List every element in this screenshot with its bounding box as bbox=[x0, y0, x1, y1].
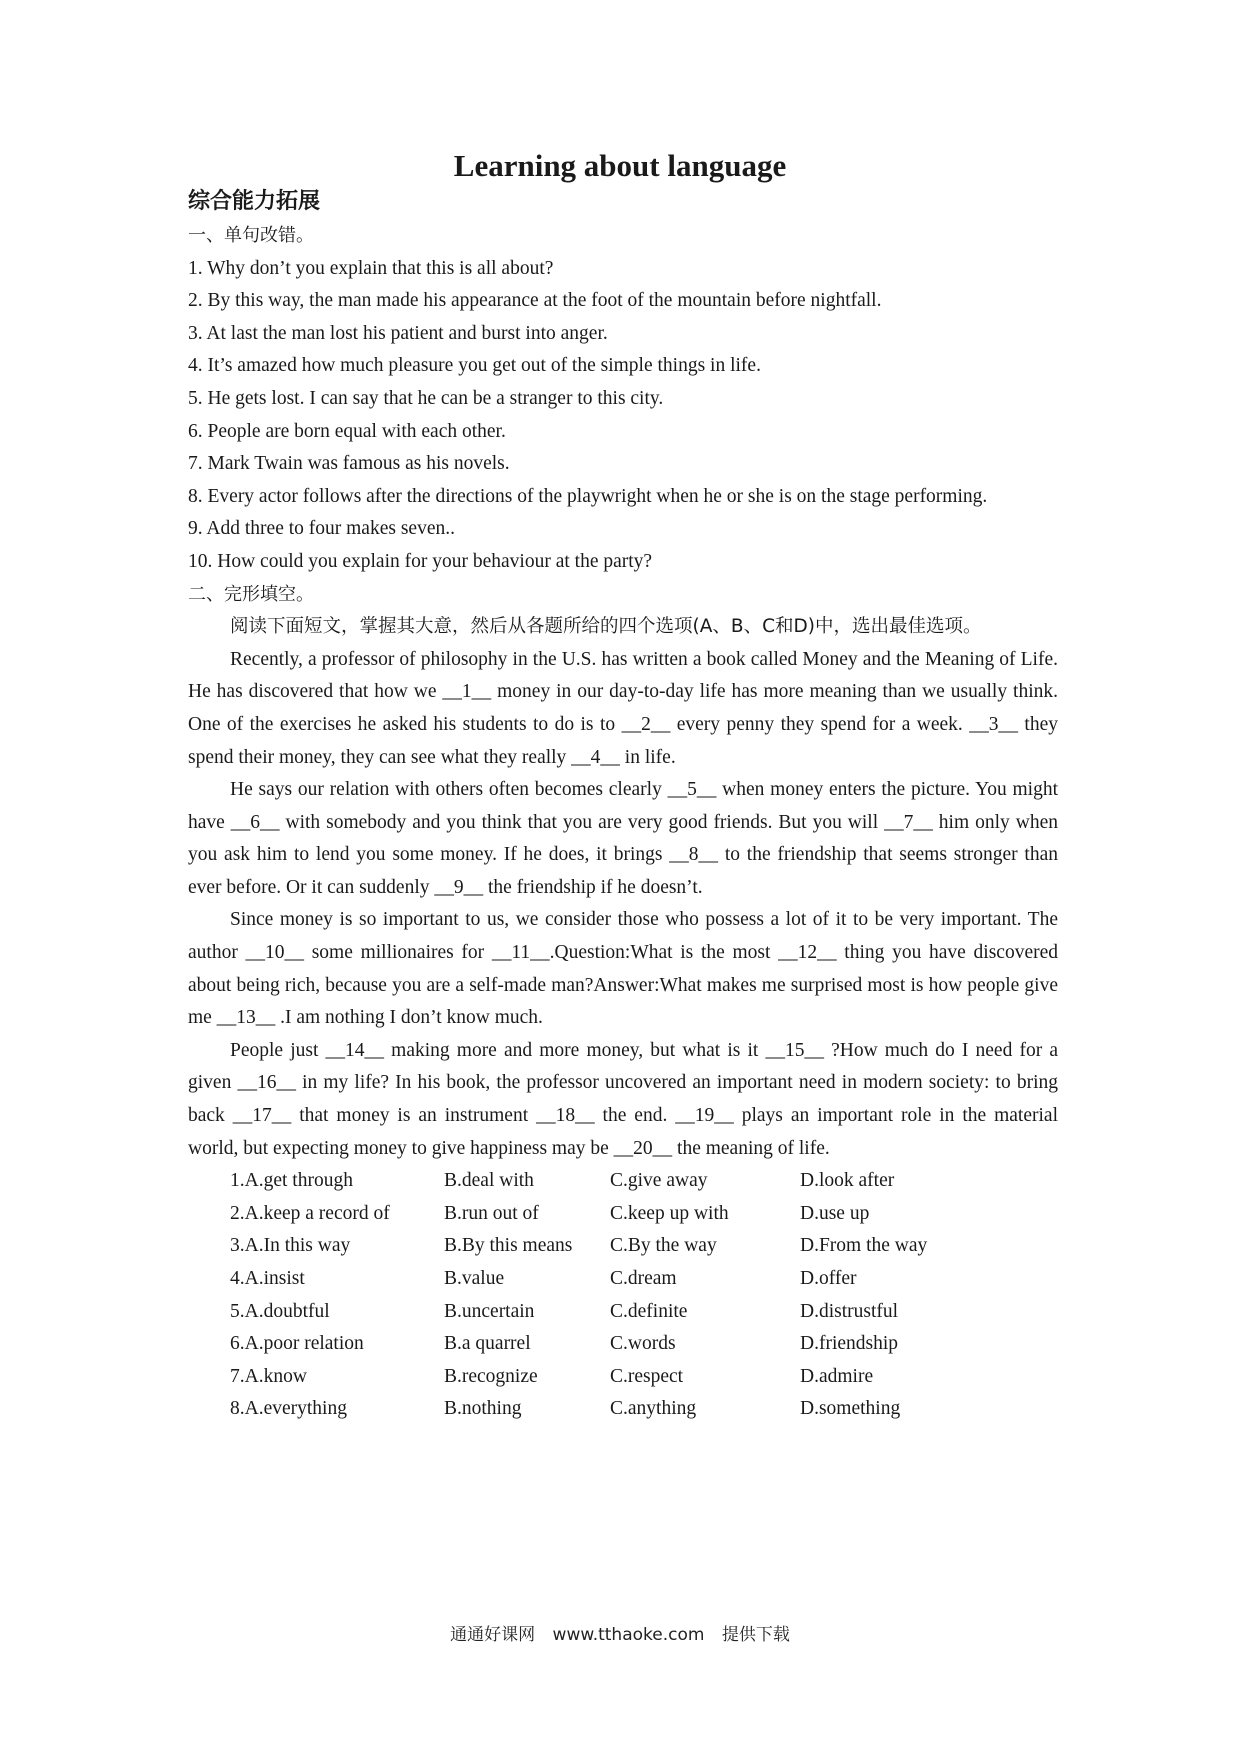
option-c: C.By the way bbox=[610, 1235, 717, 1257]
option-b: B.value bbox=[444, 1268, 505, 1289]
option-row-5 bbox=[188, 1296, 1058, 1329]
option-row-7 bbox=[188, 1361, 1058, 1394]
option-d: D.look after bbox=[800, 1170, 895, 1192]
option-row-3 bbox=[188, 1230, 1058, 1263]
option-c: C.words bbox=[610, 1333, 676, 1355]
part1-item-5: 5. He gets lost. I can say that he can be a stranger to this city. bbox=[188, 387, 664, 409]
part1-item-8: 8. Every actor follows after the directions of the playwright when he or she is on the stage performing. bbox=[188, 485, 988, 507]
cloze-paragraph-4: People just __14__ making more and more money, but what is it __15__ ?How much do I need for a given __16__ in my life? In his book, the professor uncovered an important need in modern society: to bring back __17__ that money is an instrument __18__ the end. __19__ plays an important role in the material world, but expecting money to give happiness may be __20__ the meaning of life. bbox=[188, 1039, 1058, 1159]
option-c: C.definite bbox=[610, 1300, 688, 1322]
part1-item-9: 9. Add three to four makes seven.. bbox=[188, 518, 455, 540]
part1-item-2: 2. By this way, the man made his appearance at the foot of the mountain before nightfall. bbox=[188, 290, 882, 312]
option-d: D.admire bbox=[800, 1365, 874, 1387]
page-title: Learning about language bbox=[453, 148, 787, 183]
option-d: D.distrustful bbox=[800, 1300, 899, 1322]
option-b: B.deal with bbox=[444, 1170, 534, 1192]
part1-item-4: 4. It’s amazed how much pleasure you get out of the simple things in life. bbox=[188, 355, 761, 377]
footer-site-name: 通通好课网 bbox=[450, 1625, 536, 1645]
footer-note: 提供下载 bbox=[721, 1625, 790, 1645]
content-body bbox=[188, 184, 1058, 1426]
option-d: D.offer bbox=[800, 1268, 857, 1289]
cloze-paragraph-1: Recently, a professor of philosophy in the U.S. has written a book called Money and the Meaning of Life. He has discovered that how we __1__ money in our day-to-day life has more meaning than we usually think. One of the exercises he asked his students to do is to __2__ every penny they spend for a week. __3__ they spend their money, they can see what they really __4__ in life. bbox=[188, 648, 1058, 768]
option-row-4 bbox=[188, 1263, 1058, 1296]
option-b: B.nothing bbox=[444, 1398, 522, 1420]
option-c: C.dream bbox=[610, 1268, 677, 1289]
option-b: B.uncertain bbox=[444, 1300, 535, 1322]
part2-instruction: 阅读下面短文，掌握其大意，然后从各题所给的四个选项(A、B、C和D)中，选出最佳选项。 bbox=[230, 616, 982, 638]
option-b: B.recognize bbox=[444, 1365, 538, 1387]
option-b: B.By this means bbox=[444, 1235, 573, 1257]
option-d: D.use up bbox=[800, 1202, 870, 1224]
option-row-6 bbox=[188, 1328, 1058, 1361]
option-row-1 bbox=[188, 1165, 1058, 1198]
option-row-8 bbox=[188, 1393, 1058, 1426]
page-footer bbox=[0, 1620, 1240, 1645]
option-row-2 bbox=[188, 1198, 1058, 1231]
option-c: C.give away bbox=[610, 1170, 708, 1192]
part1-item-10: 10. How could you explain for your behaviour at the party? bbox=[188, 550, 653, 572]
part2-heading: 二、完形填空。 bbox=[188, 583, 314, 605]
option-a: 4.A.insist bbox=[230, 1268, 305, 1289]
footer-url: www.tthaoke.com bbox=[552, 1625, 705, 1645]
option-a: 2.A.keep a record of bbox=[230, 1202, 390, 1224]
part1-item-7: 7. Mark Twain was famous as his novels. bbox=[188, 453, 510, 475]
part1-item-3: 3. At last the man lost his patient and burst into anger. bbox=[188, 322, 608, 344]
option-a: 6.A.poor relation bbox=[230, 1333, 364, 1355]
section-heading: 综合能力拓展 bbox=[188, 189, 321, 214]
answer-options bbox=[188, 1165, 1058, 1426]
option-a: 7.A.know bbox=[230, 1365, 307, 1387]
option-c: C.respect bbox=[610, 1365, 684, 1387]
option-c: C.keep up with bbox=[610, 1202, 729, 1224]
option-a: 1.A.get through bbox=[230, 1170, 353, 1192]
option-b: B.run out of bbox=[444, 1202, 539, 1224]
part1-heading: 一、单句改错。 bbox=[188, 225, 314, 246]
option-d: D.From the way bbox=[800, 1235, 928, 1257]
cloze-paragraph-3: Since money is so important to us, we consider those who possess a lot of it to be very important. The author __10__ some millionaires for __11__.Question:What is the most __12__ thing you have discovered about being rich, because you are a self-made man?Answer:What makes me surprised most is how people give me __13__ .I am nothing I don’t know much. bbox=[188, 909, 1058, 1029]
option-a: 3.A.In this way bbox=[230, 1235, 351, 1257]
cloze-paragraph-2: He says our relation with others often becomes clearly __5__ when money enters the picture. You might have __6__ with somebody and you think that you are very good friends. But you will __7__ him only when you ask him to lend you some money. If he does, it brings __8__ to the friendship that seems stronger than ever before. Or it can suddenly __9__ the friendship if he doesn’t. bbox=[188, 779, 1058, 898]
option-a: 8.A.everything bbox=[230, 1398, 347, 1420]
option-a: 5.A.doubtful bbox=[230, 1300, 330, 1322]
option-c: C.anything bbox=[610, 1398, 697, 1420]
option-b: B.a quarrel bbox=[444, 1333, 531, 1355]
option-d: D.friendship bbox=[800, 1333, 899, 1355]
part1-item-6: 6. People are born equal with each other. bbox=[188, 420, 506, 442]
option-d: D.something bbox=[800, 1398, 901, 1420]
part1-item-1: 1. Why don’t you explain that this is all about? bbox=[188, 257, 554, 279]
